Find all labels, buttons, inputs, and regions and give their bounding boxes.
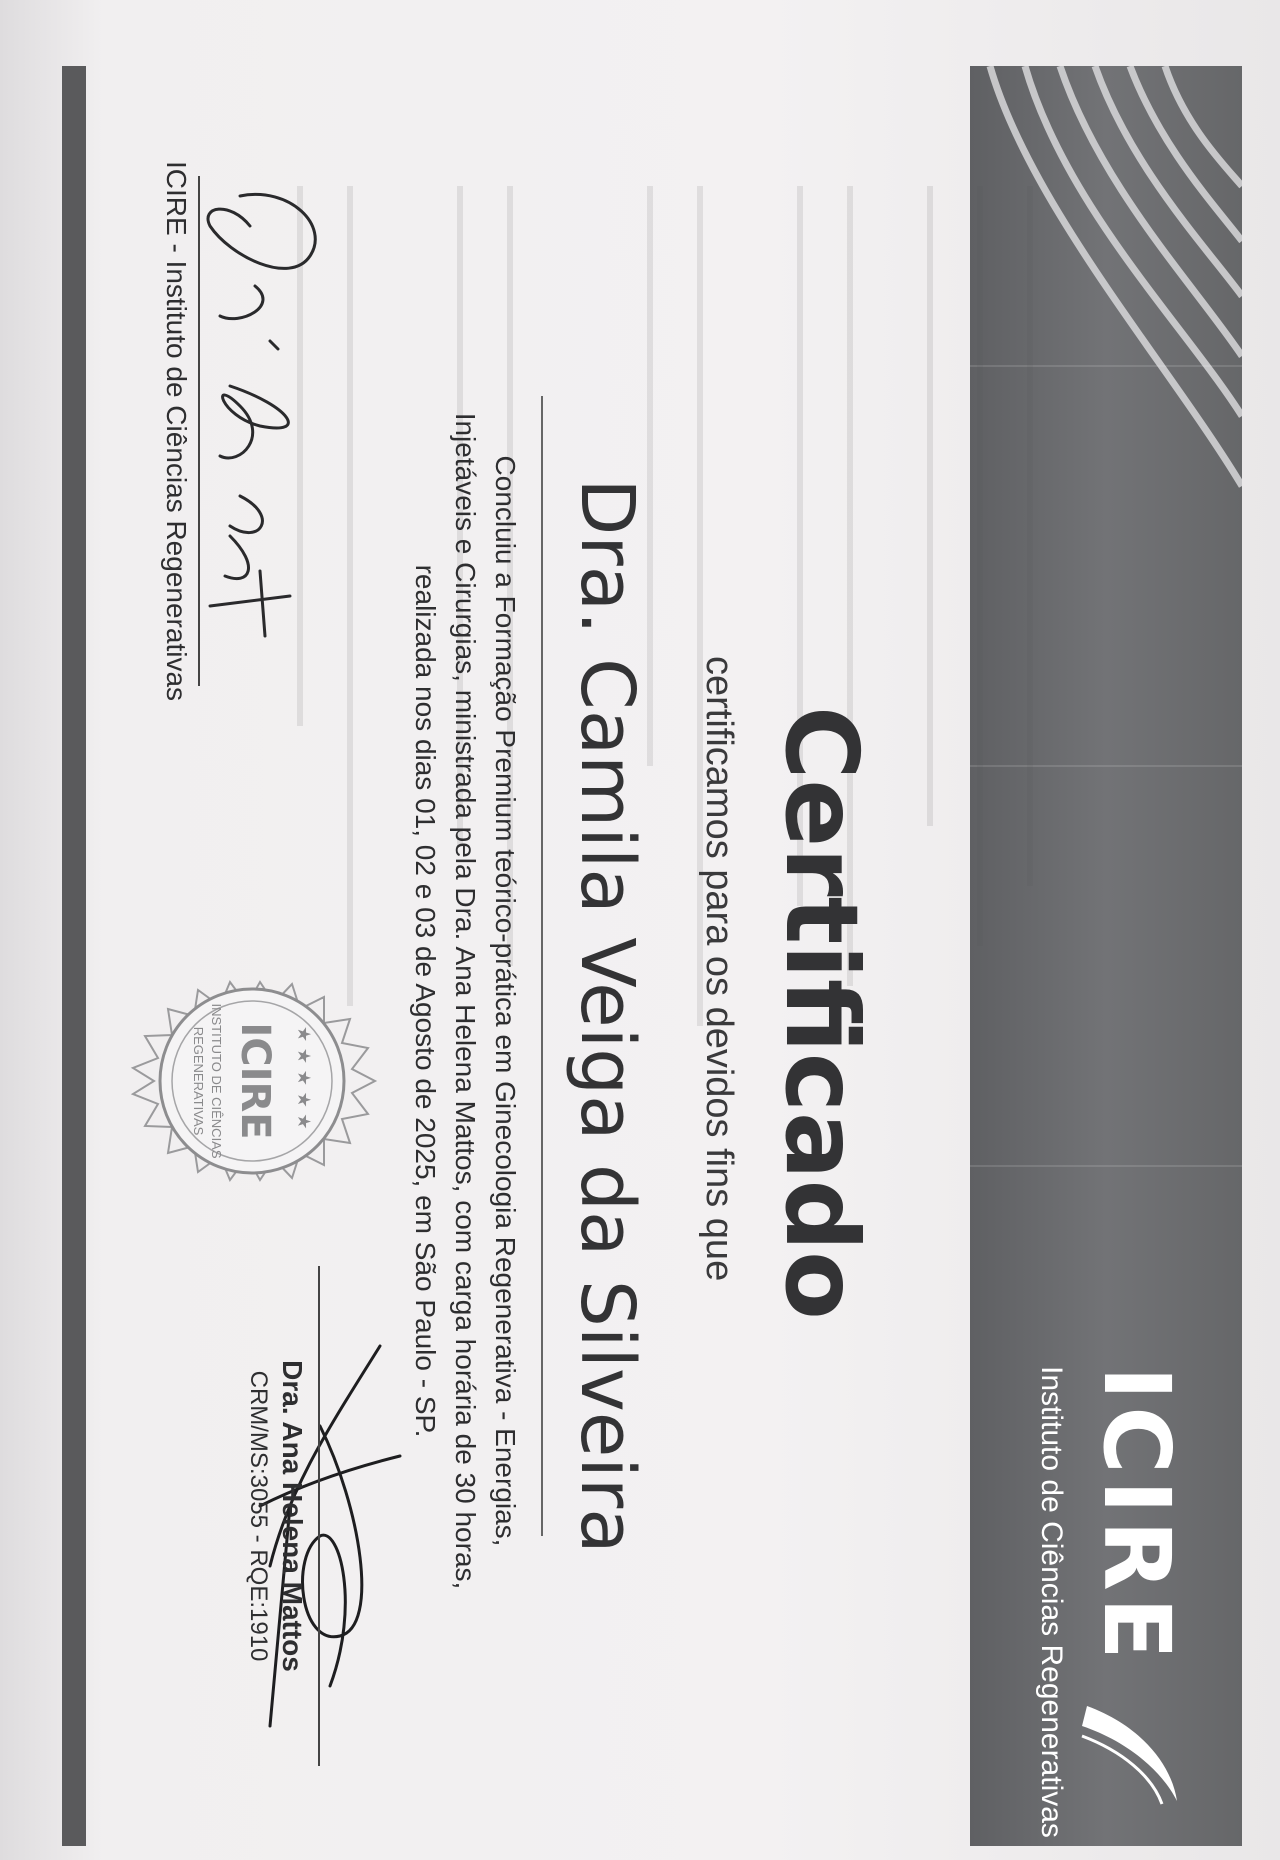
- certificate-intro: certificamos para os devidos fins que: [698, 656, 740, 1282]
- seal-line-1: INSTITUTO DE CIÊNCIAS: [209, 1003, 224, 1159]
- certificate-content: [70, 66, 1240, 1846]
- issuer-subtitle: Instituto de Ciências Regenerativas: [1035, 1366, 1068, 1838]
- signature-block-institute: [150, 146, 360, 716]
- institute-label: ICIRE - Instituto de Ciências Regenerativas: [161, 160, 192, 702]
- recipient-name: Dra. Camila Veiga da Silveira: [564, 478, 650, 1554]
- body-line: realizada nos dias 01, 02 e 03 de Agosto de 2025, em São Paulo - SP.: [410, 564, 441, 1438]
- logo-wordmark: ICIRE: [1083, 1366, 1190, 1666]
- certificate-title: Certificado: [763, 706, 880, 1320]
- signature-line: [318, 1266, 320, 1766]
- seal-logo: ICIRE: [232, 1022, 278, 1140]
- logo-swoosh-icon: [1072, 1696, 1182, 1806]
- embossed-seal: [110, 946, 380, 1216]
- instructor-name: Dra. Ana Helena Mattos: [277, 1360, 308, 1672]
- issuer-logo: [1020, 1366, 1200, 1838]
- signature-block-instructor: [170, 1266, 430, 1786]
- body-line: Concluiu a Formação Premium teórico-prática em Ginecologia Regenerativa - Energias,: [490, 455, 521, 1547]
- handwritten-signature-institute: [180, 166, 350, 686]
- instructor-registration: CRM/MS:3055 - RQE:1910: [245, 1370, 272, 1662]
- body-line: Injetáveis e Cirurgias, ministrada pela Dra. Ana Helena Mattos, com carga horária de 30 horas,: [450, 412, 481, 1590]
- signature-line: [198, 176, 200, 686]
- svg-text:★ ★ ★ ★ ★: ★ ★ ★ ★ ★: [293, 1026, 314, 1130]
- name-underline: [541, 396, 543, 1536]
- seal-line-2: REGENERATIVAS: [191, 1026, 206, 1136]
